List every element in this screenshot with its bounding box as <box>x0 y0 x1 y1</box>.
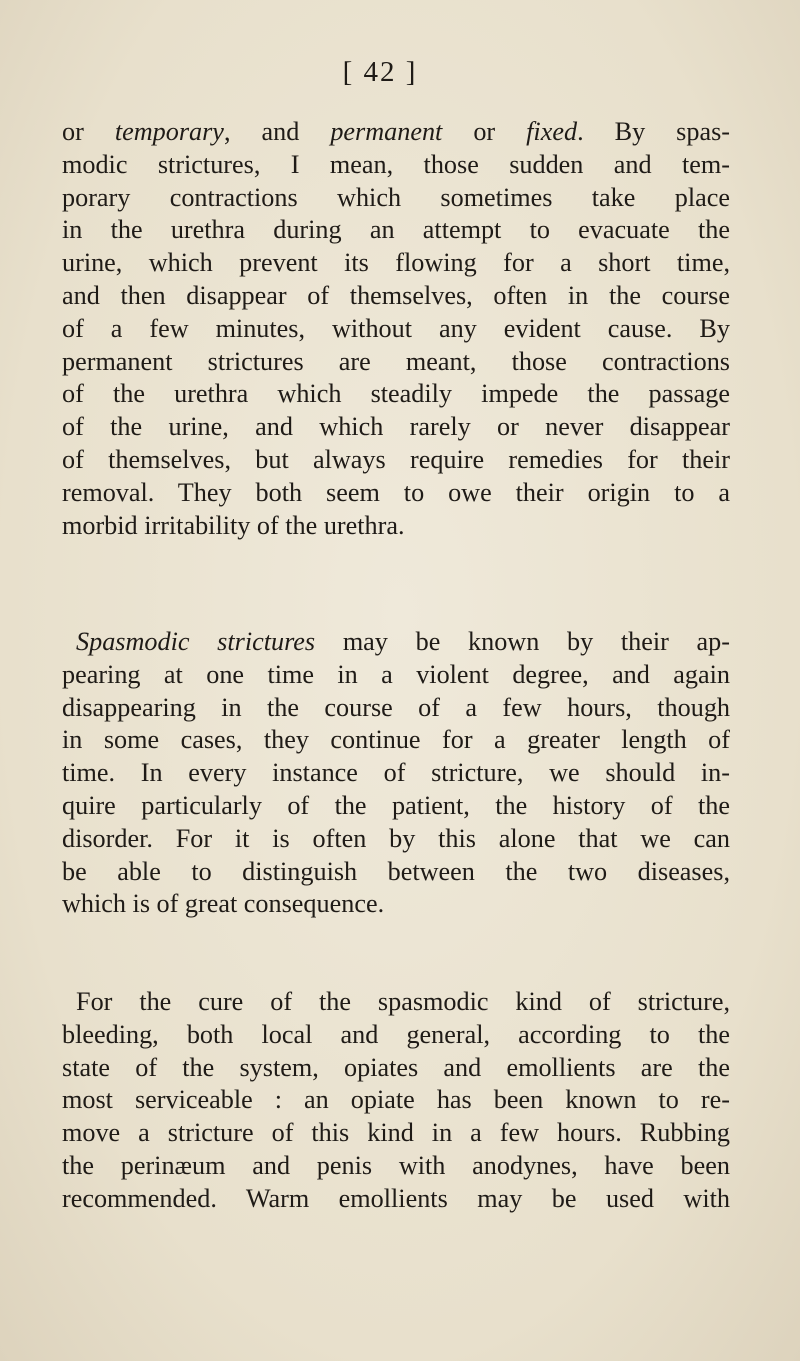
text-line: most serviceable : an opiate has been known to re- <box>62 1085 730 1115</box>
text-line: recommended. Warm emollients may be used with <box>62 1183 730 1213</box>
text-line: morbid irritability of the urethra. <box>62 510 405 540</box>
text-line: state of the system, opiates and emollients are the <box>62 1052 730 1082</box>
text-line: quire particularly of the patient, the history of the <box>62 790 730 820</box>
text-line: in some cases, they continue for a greater length of <box>62 725 730 755</box>
text-line: permanent strictures are meant, those contractions <box>62 346 730 376</box>
italic-phrase: temporary <box>114 117 224 146</box>
text-line: which is of great consequence. <box>62 889 385 919</box>
text-line: disappearing in the course of a few hours, though <box>62 692 730 722</box>
paragraph-1 <box>62 116 730 542</box>
text-line: of the urethra which steadily impede the passage <box>62 379 730 409</box>
text-line: or temporary, and permanent or fixed. By spas- <box>62 117 730 146</box>
text-line: For the cure of the spasmodic kind of stricture, <box>76 987 730 1016</box>
italic-phrase: Spasmodic strictures <box>76 627 316 656</box>
italic-phrase: permanent <box>330 117 443 146</box>
page-number: [ 42 ] <box>342 56 418 88</box>
text-line: be able to distinguish between the two diseases, <box>62 856 730 886</box>
text-line: modic strictures, I mean, those sudden and tem- <box>62 149 730 179</box>
paragraph-3 <box>62 986 730 1216</box>
text-line: the perinæum and penis with anodynes, have been <box>62 1150 730 1180</box>
text-line: removal. They both seem to owe their origin to a <box>62 477 730 507</box>
text-line: time. In every instance of stricture, we should in- <box>62 758 730 788</box>
text-line: porary contractions which sometimes take place <box>62 182 730 212</box>
text-line: of the urine, and which rarely or never disappear <box>62 412 730 442</box>
text-line: bleeding, both local and general, according to the <box>62 1019 730 1049</box>
paragraph-2 <box>62 626 730 921</box>
italic-phrase: fixed <box>526 117 578 146</box>
text-line: move a stricture of this kind in a few hours. Rubbing <box>62 1118 730 1148</box>
text-line: of themselves, but always require remedies for their <box>62 444 730 474</box>
text-line: of a few minutes, without any evident cause. By <box>62 313 730 343</box>
text-line: and then disappear of themselves, often in the course <box>62 280 730 310</box>
text-line: disorder. For it is often by this alone that we can <box>62 823 730 853</box>
text-line: Spasmodic strictures may be known by their ap- <box>76 627 730 656</box>
text-line: urine, which prevent its flowing for a short time, <box>62 248 730 278</box>
text-line: pearing at one time in a violent degree, and again <box>62 659 730 689</box>
text-line: in the urethra during an attempt to evacuate the <box>62 215 730 245</box>
